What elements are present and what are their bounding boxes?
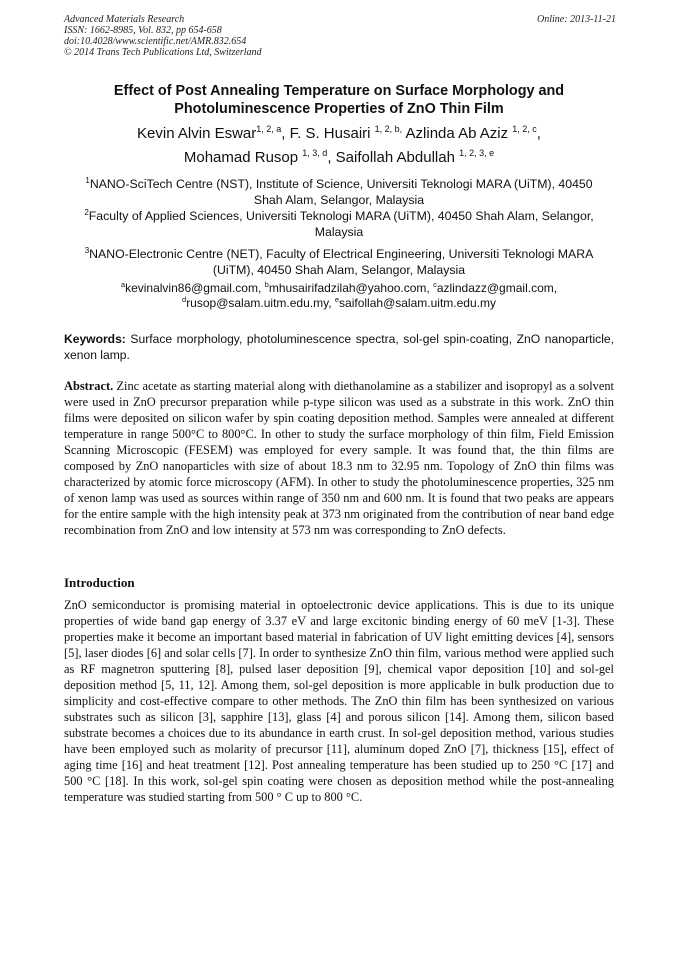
affiliation-1: [76, 176, 602, 208]
email-address[interactable]: kevinalvin86@gmail.com: [125, 281, 258, 295]
email-address[interactable]: rusop@salam.uitm.edu.my: [186, 296, 329, 310]
abstract-section: [64, 378, 614, 538]
abstract-text: Zinc acetate as starting material along with diethanolamine as a stabilizer and isopropyl as a solvent were used in ZnO precursor preparation while p-type silicon was used as a substrate in this work. ZnO thin films were deposited on silicon wafer by spin coating deposition method. Samples were annealed at different temperature in range 500°C to 800°C. In other to study the surface morphology of thin film, Field Emission Scanning Microscopic (FESEM) was employed for every sample. It was found that, the thin films are composed by ZnO nanoparticles with size of about 18.3 nm to 32.95 nm. Topology of ZnO thin films was characterized by atomic force microscopy (AFM). In other to study the photoluminescence properties, 325 nm of xenon lamp was used as sources within range of 350 nm and 600 nm. It is found that two peaks are appears for the entire sample with the high intensity peak at 373 nm originated from the contribution of near band edge recombination from ZnO and low intensity at 573 nm was corresponding to ZnO defects.: [64, 379, 614, 537]
author-affiliation-marker: 1, 2, b,: [374, 124, 403, 134]
email-address[interactable]: saifollah@salam.uitm.edu.my: [339, 296, 496, 310]
affiliation-marker: 3: [84, 246, 90, 255]
author-separator: ,: [536, 125, 541, 142]
author-name: Azlinda Ab Aziz: [405, 125, 513, 142]
affiliation-marker: 2: [84, 208, 89, 217]
keywords-label: Keywords:: [64, 332, 126, 346]
introduction-heading: Introduction: [64, 575, 135, 590]
email-separator: ,: [553, 281, 558, 295]
email-separator: ,: [426, 281, 434, 295]
author-separator: ,: [327, 149, 336, 166]
author-affiliation-marker: 1, 2, a: [256, 124, 282, 134]
journal-header: [64, 14, 616, 58]
author-name: F. S. Husairi: [289, 125, 375, 142]
email-address[interactable]: azlindazz@gmail.com: [436, 281, 554, 295]
author-name: Kevin Alvin Eswar: [137, 125, 257, 142]
keywords-section: [64, 331, 614, 363]
affiliation-text: NANO-SciTech Centre (NST), Institute of Science, Universiti Teknologi MARA (UiTM), 40450 Shah Alam, Selangor, Malaysia: [89, 177, 593, 207]
author-affiliation-marker: 1, 2, 3, e: [459, 148, 495, 158]
abstract-label: Abstract.: [64, 379, 114, 393]
journal-issn: ISSN: 1662-8985, Vol. 832, pp 654-658: [64, 25, 222, 36]
email-line-1: [64, 281, 614, 296]
author-name: Mohamad Rusop: [183, 149, 303, 166]
affiliation-3: [76, 246, 602, 278]
author-affiliation-marker: 1, 3, d: [302, 148, 328, 158]
email-marker: d: [182, 295, 187, 304]
author-affiliation-marker: 1, 2, c: [512, 124, 537, 134]
author-list: [64, 122, 614, 170]
introduction-text: ZnO semiconductor is promising material in optoelectronic device applications. This is due to its unique properties of wide band gap energy of 3.37 eV and large excitonic binding energy of 60 meV [1-3]. These properties make it become an important based material in fabrication of UV light emitting devices [4], sensors [5], laser diodes [6] and solar cells [7]. In order to synthesize ZnO thin film, various method were applied such as RF magnetron sputtering [8], pulsed laser deposition [9], chemical vapor deposition [10] and sol-gel deposition method [5, 11, 12]. Among them, sol-gel deposition is more applicable in bulk production due to simplicity and cost-effective compare to other methods. The ZnO thin film has been synthesized on various substrates such as silicon [3], sapphire [13], glass [4] and porous silicon [14]. Among them, silicon based substrate becomes a choices due to its abundance in earth crust. In sol-gel deposition method, various studies have been employed such as molarity of precursor [11], aluminum doped ZnO [7], thickness [15], effect of aging time [16] and heat treatment [12]. Post annealing temperature has been studied up to 250 °C [17] and 500 °C [18]. In this work, sol-gel spin coating were chosen as deposition method while the post-annealing temperature was studied starting from 500 ° C up to 800 °C.: [64, 598, 614, 804]
paper-title: Effect of Post Annealing Temperature on Surface Morphology and Photoluminescence Properties of ZnO Thin Film: [113, 83, 565, 117]
online-date: Online: 2013-11-21: [537, 14, 616, 25]
journal-name: Advanced Materials Research: [64, 14, 185, 25]
email-separator: ,: [328, 296, 335, 310]
email-marker: b: [264, 280, 269, 289]
affiliation-text: NANO-Electronic Centre (NET), Faculty of Electrical Engineering, Universiti Teknologi MARA (UiTM), 40450 Shah Alam, Selangor, Malaysia: [89, 247, 594, 277]
author-name: Saifollah Abdullah: [335, 149, 460, 166]
journal-copyright: © 2014 Trans Tech Publications Ltd, Switzerland: [64, 47, 262, 58]
author-line-1: [64, 122, 614, 146]
journal-doi: doi:10.4028/www.scientific.net/AMR.832.654: [64, 36, 247, 47]
email-address[interactable]: mhusairifadzilah@yahoo.com: [268, 281, 427, 295]
email-marker: a: [120, 280, 126, 289]
author-emails: [64, 281, 614, 311]
affiliation-marker: 1: [85, 176, 90, 185]
email-marker: e: [334, 295, 340, 304]
affiliation-text: Faculty of Applied Sciences, Universiti Teknologi MARA (UiTM), 40450 Shah Alam, Selangor, Malaysia: [88, 209, 594, 239]
author-separator: ,: [281, 125, 290, 142]
keywords-text: Surface morphology, photoluminescence spectra, sol-gel spin-coating, ZnO nanoparticle, xenon lamp.: [64, 332, 614, 362]
author-line-2: [64, 146, 614, 170]
email-marker: c: [433, 280, 437, 289]
email-separator: ,: [257, 281, 265, 295]
affiliation-2: [76, 208, 602, 240]
email-line-2: [64, 296, 614, 311]
